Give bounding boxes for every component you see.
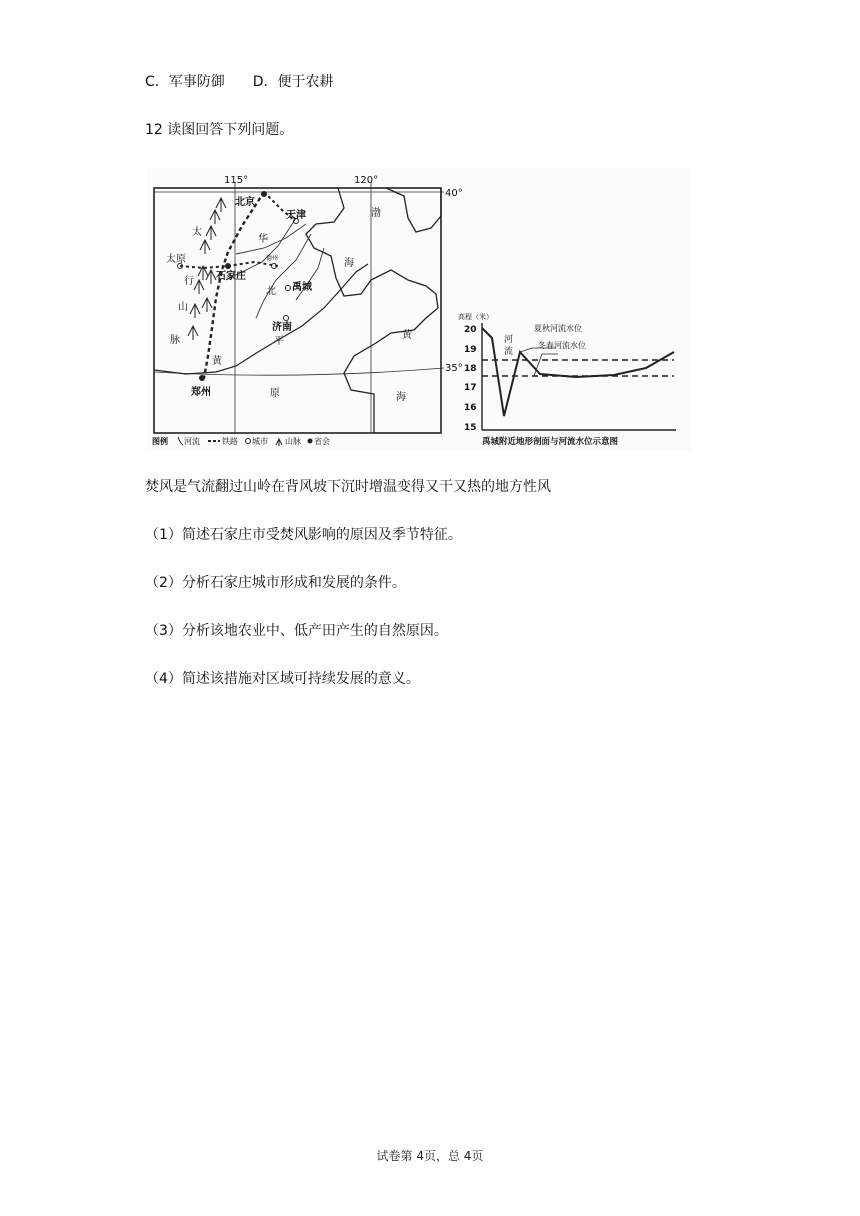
label-dezhou: 德州 [266,255,279,262]
svg-text:山脉: 山脉 [285,437,301,446]
sub-question-4: （4）简述该措施对区域可持续发展的意义。 [145,671,420,687]
summer-label: 夏秋河流水位 [534,324,582,333]
y-tick-15: 15 [464,423,477,433]
svg-text:城市: 城市 [252,437,268,446]
label-yellow-river: 黄 [212,356,222,367]
y-tick-17: 17 [464,383,477,393]
answer-options [145,73,334,91]
region-hai-bohai: 海 [344,258,354,269]
region-mai: 脉 [170,335,180,346]
y-tick-18: 18 [464,364,477,374]
y-tick-19: 19 [464,345,477,355]
label-jinan: 济南 [272,322,292,333]
region-yuan: 原 [270,388,280,399]
region-hang: 行 [184,276,194,287]
region-shan: 山 [178,302,188,313]
region-huang: 黄 [402,330,412,341]
lat-40: 40° [445,188,463,199]
profile-title: 禹城附近地形剖面与河流水位示意图 [482,437,619,447]
option-d: D．便于农耕 [252,74,334,90]
svg-text:图例: 图例 [152,437,168,446]
river-label-1: 河 [504,335,514,345]
capital-shijiazhuang [225,263,231,269]
region-hai-huanghai: 海 [396,392,406,403]
winter-label: 冬春河流水位 [538,341,586,350]
region-ping: 平 [274,336,284,347]
river-label-2: 流 [504,347,514,357]
lat-35: 35° [445,363,463,374]
region-hua: 华 [258,234,268,245]
figure-svg [146,168,691,451]
region-bo: 渤 [371,208,381,219]
capital-beijing [261,191,267,197]
svg-text:铁路: 铁路 [222,437,238,446]
lon-115: 115° [224,175,249,186]
label-beijing: 北京 [235,197,255,208]
sub-question-3: （3）分析该地农业中、低产田产生的自然原因。 [145,623,448,639]
question-figure [146,168,691,451]
label-zhengzhou: 郑州 [191,387,211,398]
label-shijiazhuang: 石家庄 [216,271,246,282]
region-tai: 太 [192,227,202,238]
sub-question-2: （2）分析石家庄城市形成和发展的条件。 [145,575,406,591]
passage-text: 焚风是气流翻过山岭在背风坡下沉时增温变得又干又热的地方性风 [145,479,551,495]
label-tianjin: 天津 [286,210,306,221]
option-c: C．军事防御 [145,74,225,90]
label-yucheng: 禹城 [292,282,312,293]
region-bei: 北 [266,286,276,297]
page-footer: 试卷第 4页，总 4页 [376,1149,484,1163]
lon-120: 120° [354,175,379,186]
label-taiyuan: 太原 [166,254,186,265]
y-tick-16: 16 [464,403,477,413]
profile-y-label: 高程（米） [458,313,493,321]
question-title: 12 读图回答下列问题。 [145,122,294,138]
capital-zhengzhou [199,375,205,381]
svg-text:省会: 省会 [314,437,330,446]
sub-question-1: （1）简述石家庄市受焚风影响的原因及季节特征。 [145,527,462,543]
y-tick-20: 20 [464,325,477,335]
svg-text:河流: 河流 [184,437,200,446]
